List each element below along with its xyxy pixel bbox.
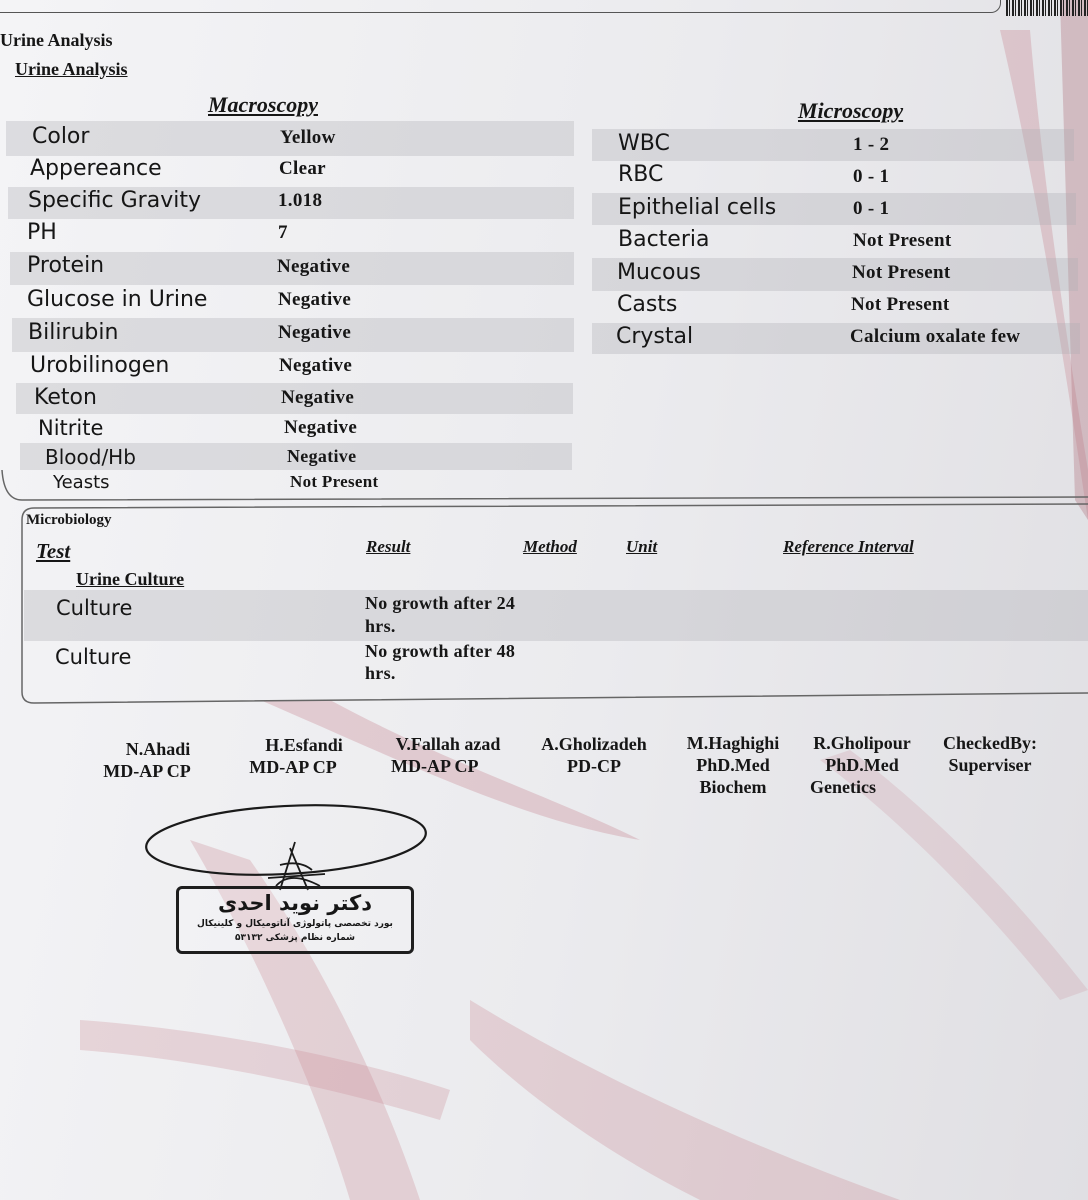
macro-value-yeasts: Not Present [290, 472, 379, 491]
signatory: CheckedBy: Superviser [943, 733, 1037, 775]
culture-result-1-line2: hrs. [365, 616, 396, 636]
signatory: N.Ahadi MD-AP CP [103, 739, 191, 781]
microscopy-heading: Microscopy [798, 98, 904, 123]
micro-label-epithelial: Epithelial cells [618, 195, 777, 220]
macro-label-yeasts: Yeasts [53, 472, 110, 493]
urinalysis-box-frame [0, 0, 1088, 520]
macro-label-ph: PH [27, 220, 57, 245]
micro-value-casts: Not Present [851, 294, 950, 315]
macro-value-urobilinogen: Negative [279, 355, 353, 376]
signatory: A.Gholizadeh PD-CP [541, 734, 647, 776]
micro-value-epithelial: 0 - 1 [853, 198, 890, 219]
culture-test-1: Culture [56, 596, 133, 620]
macro-label-protein: Protein [27, 253, 105, 278]
macro-label-specific-gravity: Specific Gravity [28, 188, 201, 213]
macro-label-urobilinogen: Urobilinogen [30, 353, 170, 378]
urine-culture-title: Urine Culture [76, 569, 185, 589]
stamp-specialty: بورد تخصصی پاتولوژی آناتومیکال و کلینیکال [197, 919, 393, 929]
macro-value-bilirubin: Negative [278, 322, 352, 343]
signatory: H.Esfandi MD-AP CP [249, 735, 343, 777]
signatory: M.Haghighi PhD.Med Biochem [686, 733, 780, 797]
stamp-name: دکتر نوید احدی [217, 891, 373, 915]
micro-label-casts: Casts [617, 292, 678, 317]
micro-value-crystal: Calcium oxalate few [850, 326, 1021, 347]
column-unit: Unit [626, 537, 658, 556]
stamp-license: شماره نظام پزشکی ۵۳۱۳۲ [235, 933, 355, 943]
handwritten-signature [140, 790, 450, 900]
macroscopy-heading: Macroscopy [208, 92, 318, 117]
column-test: Test [36, 539, 71, 563]
culture-row-shade [24, 590, 1088, 641]
macro-label-glucose: Glucose in Urine [27, 287, 208, 312]
micro-value-bacteria: Not Present [853, 230, 952, 251]
macro-value-appearance: Clear [279, 158, 326, 179]
macro-value-specific-gravity: 1.018 [278, 190, 323, 211]
macro-value-keton: Negative [281, 387, 355, 408]
section-title: Urine Analysis [0, 30, 113, 50]
culture-test-2: Culture [55, 645, 132, 669]
culture-result-2-line1: No growth after 48 [365, 641, 516, 661]
micro-label-wbc: WBC [618, 131, 670, 156]
macro-label-blood-hb: Blood/Hb [45, 445, 136, 469]
micro-label-mucous: Mucous [617, 260, 701, 285]
macro-value-nitrite: Negative [284, 417, 358, 438]
microbiology-title: Microbiology [26, 512, 112, 528]
macro-label-color: Color [32, 124, 90, 149]
signatory: V.Fallah azad MD-AP CP [391, 734, 501, 776]
macro-label-bilirubin: Bilirubin [28, 320, 119, 345]
culture-result-2-line2: hrs. [365, 663, 396, 683]
doctor-stamp [176, 886, 414, 954]
micro-value-mucous: Not Present [852, 262, 951, 283]
macro-value-color: Yellow [280, 127, 336, 148]
column-reference-interval: Reference Interval [783, 537, 914, 556]
column-method: Method [523, 537, 577, 556]
signatory: R.Gholipour PhD.Med Genetics [810, 733, 911, 797]
culture-result-1-line1: No growth after 24 [365, 593, 516, 613]
macro-label-keton: Keton [34, 385, 97, 410]
macro-label-nitrite: Nitrite [38, 416, 104, 440]
micro-value-rbc: 0 - 1 [853, 166, 890, 187]
macro-value-blood-hb: Negative [287, 446, 357, 466]
macro-label-appearance: Appereance [30, 156, 162, 181]
micro-value-wbc: 1 - 2 [853, 134, 890, 155]
macro-value-ph: 7 [278, 222, 288, 243]
micro-label-rbc: RBC [618, 162, 664, 187]
micro-label-crystal: Crystal [616, 324, 694, 349]
micro-label-bacteria: Bacteria [618, 227, 710, 252]
column-result: Result [366, 537, 411, 556]
subsection-title: Urine Analysis [15, 59, 128, 79]
macro-value-protein: Negative [277, 256, 351, 277]
macro-value-glucose: Negative [278, 289, 352, 310]
